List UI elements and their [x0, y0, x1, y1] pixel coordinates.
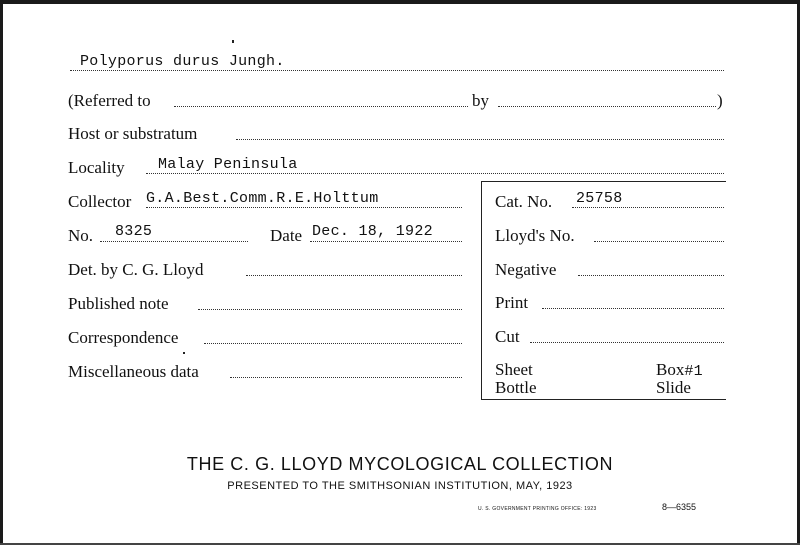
slide-label: Slide [656, 378, 691, 397]
scan-speck [183, 352, 185, 354]
collector-line [146, 207, 462, 208]
collection-subtitle: PRESENTED TO THE SMITHSONIAN INSTITUTION, MAY, 1923 [227, 480, 573, 492]
by-label: by [472, 91, 489, 110]
cat-no-value: 25758 [576, 190, 623, 207]
by-line [498, 106, 716, 107]
published-note-label: Published note [68, 294, 169, 313]
specimen-name: Polyporus durus Jungh. [80, 53, 285, 70]
cut-label: Cut [495, 327, 520, 346]
locality-value: Malay Peninsula [158, 156, 298, 173]
referred-to-line [174, 106, 468, 107]
collector-label: Collector [68, 192, 132, 211]
sheet-label: Sheet [495, 360, 533, 379]
locality-line [146, 173, 724, 174]
specimen-name-line [70, 70, 724, 71]
miscellaneous-label: Miscellaneous data [68, 362, 199, 381]
published-note-line [198, 309, 462, 310]
no-value: 8325 [115, 223, 153, 240]
collection-title: THE C. G. LLOYD MYCOLOGICAL COLLECTION [186, 454, 614, 474]
collector-value: G.A.Best.Comm.R.E.Holttum [146, 190, 379, 207]
date-label: Date [270, 226, 303, 245]
det-by-line [246, 275, 462, 276]
locality-label: Locality [68, 158, 125, 177]
correspondence-label: Correspondence [68, 328, 179, 347]
print-line [542, 308, 724, 309]
referred-to-label: (Referred to [68, 91, 151, 110]
date-line [310, 241, 462, 242]
host-label: Host or substratum [68, 124, 198, 143]
scan-edge-top [0, 0, 800, 4]
lloyds-no-label: Lloyd's No. [495, 226, 575, 245]
close-paren: ) [717, 91, 723, 110]
miscellaneous-line [230, 377, 462, 378]
form-number: 8—6355 [662, 502, 697, 512]
bottle-label: Bottle [495, 378, 537, 397]
cat-no-line [572, 207, 724, 208]
printing-office-note: U. S. GOVERNMENT PRINTING OFFICE: 1923 [478, 506, 597, 512]
print-label: Print [495, 293, 529, 312]
box-label-text: Box [656, 360, 685, 379]
box-value: #1 [684, 363, 703, 380]
det-by-label: Det. by C. G. Lloyd [68, 260, 204, 279]
date-value: Dec. 18, 1922 [312, 223, 433, 240]
cat-no-label: Cat. No. [495, 192, 553, 211]
host-line [236, 139, 724, 140]
negative-line [578, 275, 724, 276]
no-label: No. [68, 226, 94, 245]
no-line [100, 241, 248, 242]
scan-speck [232, 40, 234, 43]
lloyds-no-line [594, 241, 724, 242]
correspondence-line [204, 343, 462, 344]
cut-line [530, 342, 724, 343]
negative-label: Negative [495, 260, 557, 279]
